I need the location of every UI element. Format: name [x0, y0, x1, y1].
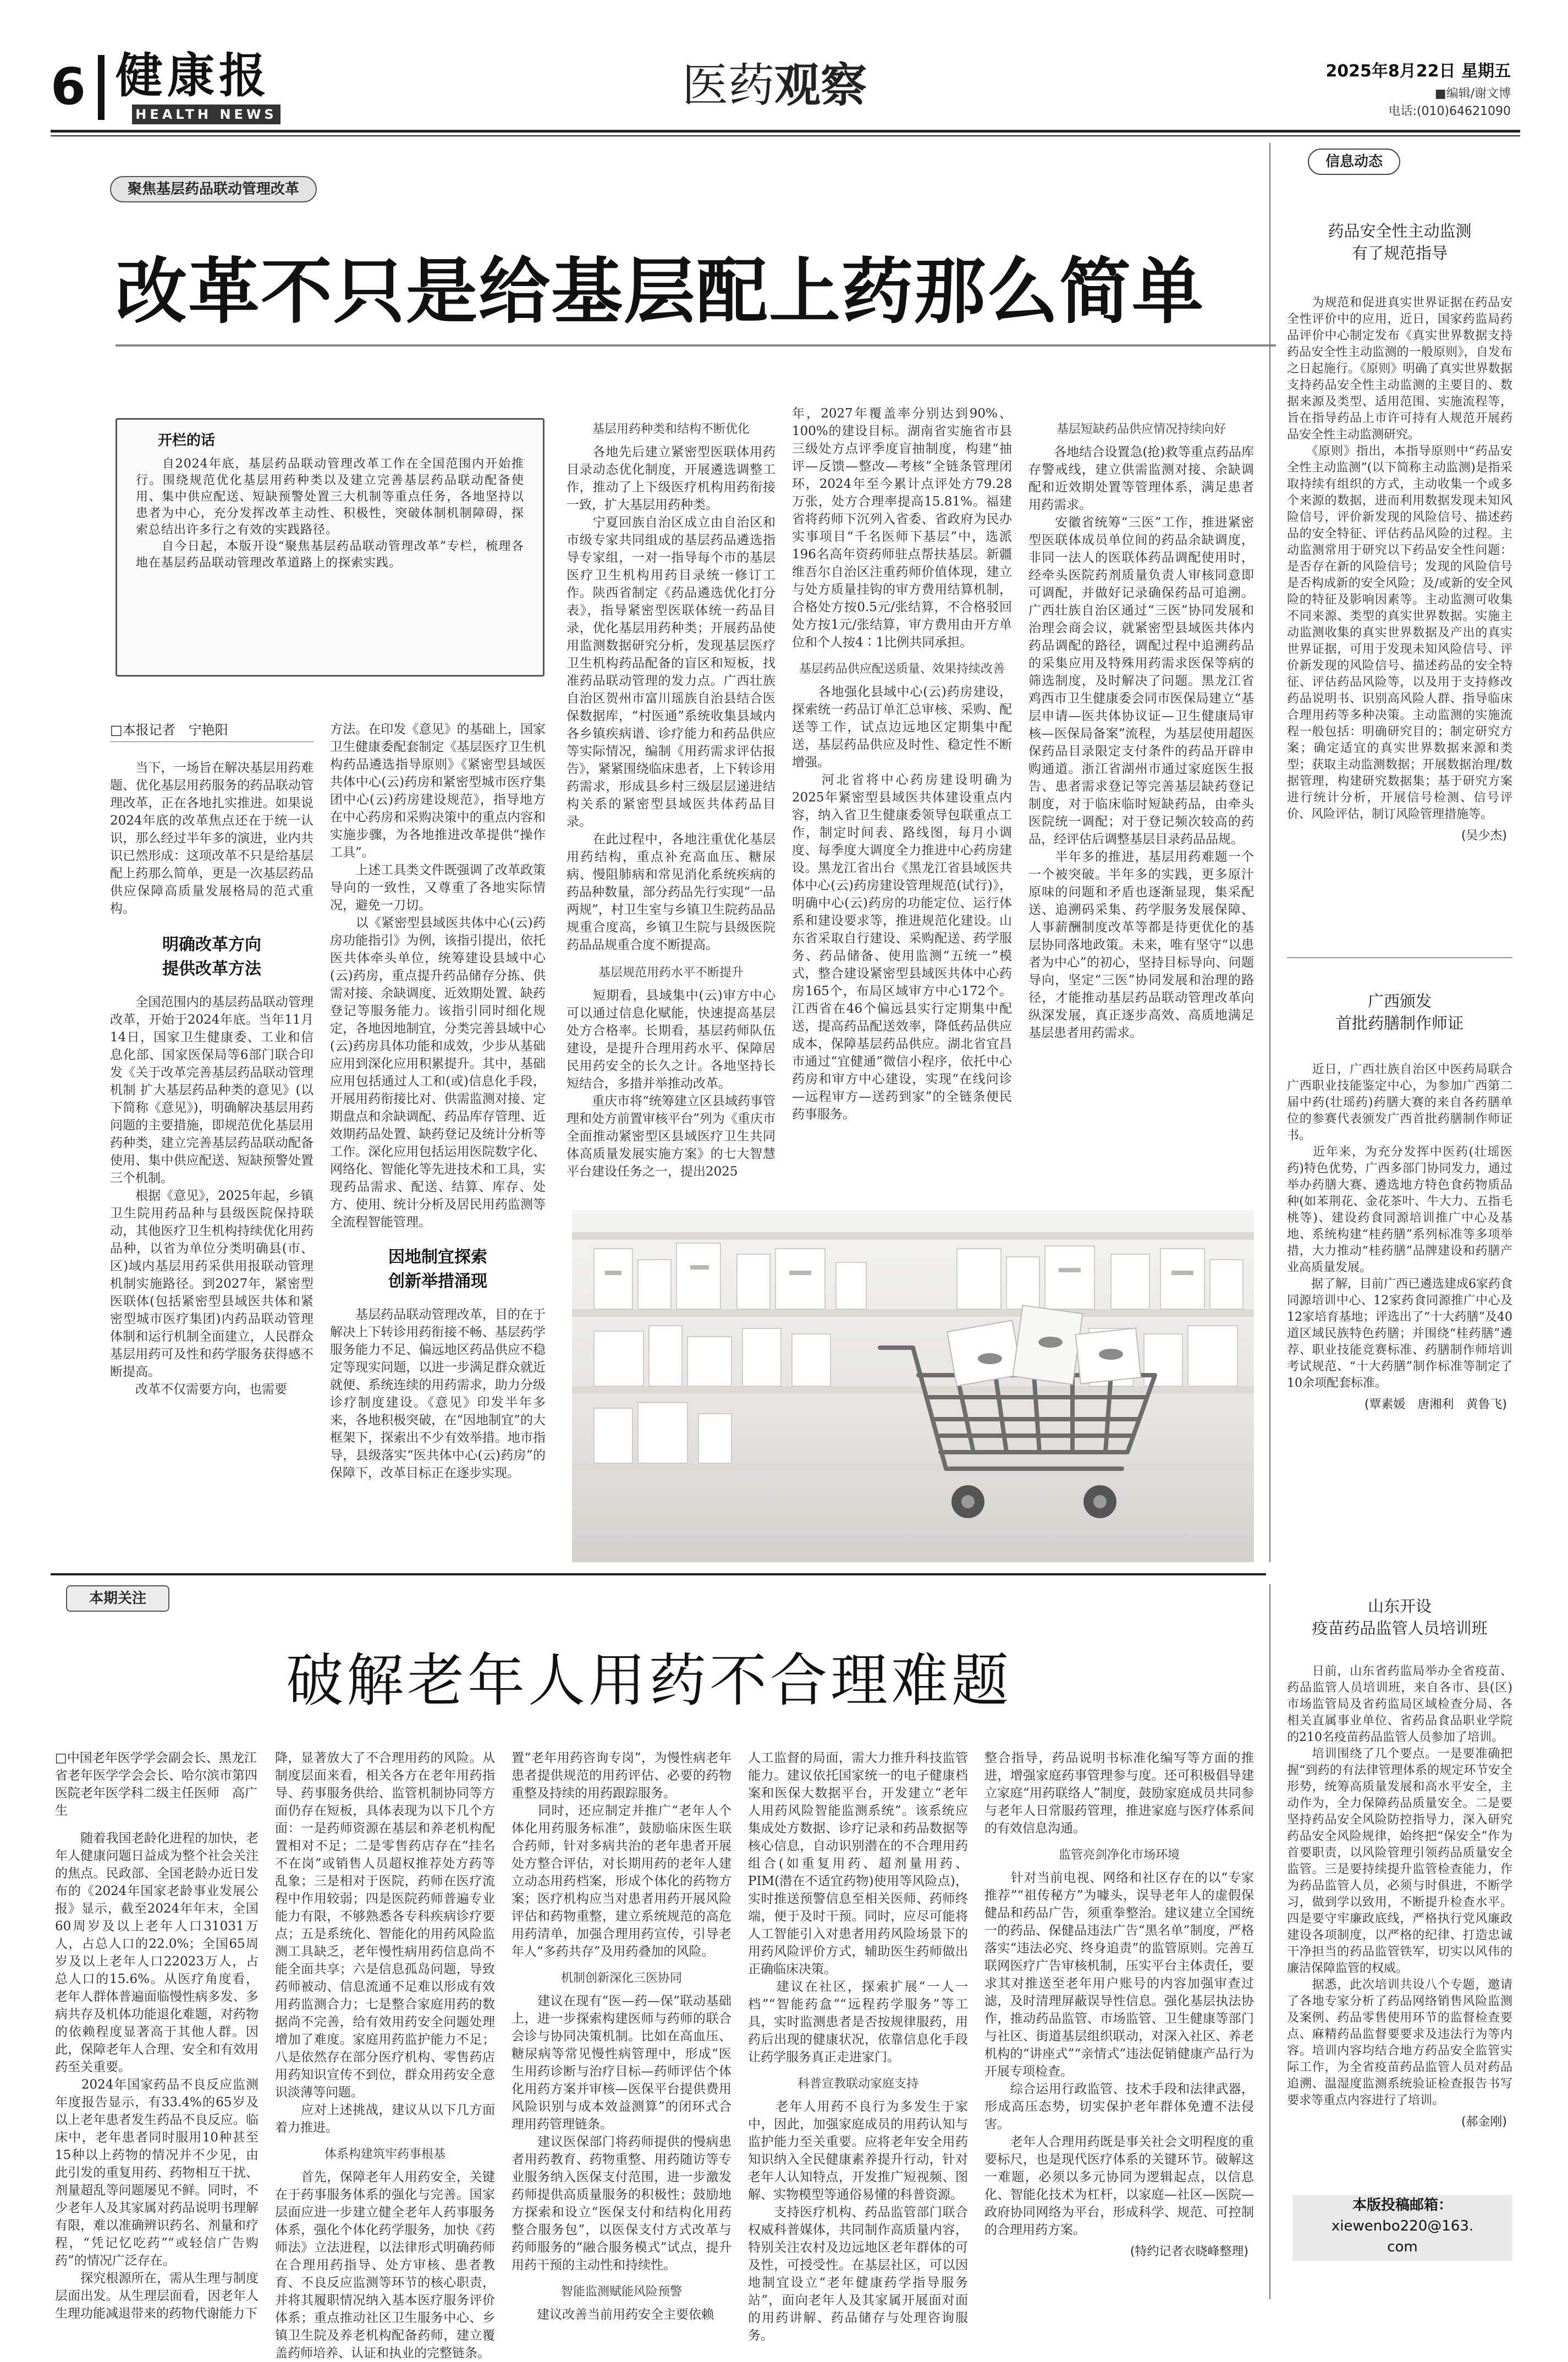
elderly-col-2	[275, 1749, 495, 2360]
reform-subhead-supply: 基层药品供应配送质量、效果持续改善	[799, 662, 1005, 676]
elderly-col-4-text: 人工监督的局面，需大力推升科技监管能力。建议依托国家统一的电子健康档案和医保大数据平台，开发建立“老年人用药风险智能监测系统”。该系统应集成处方数据、诊疗记录和药品数据等核心信息，自动识别潜在的不合理用药组合(如重复用药、超剂量用药、PIM(潜在不适宜药物)使用等风险点)，实时推送预警信息至相关医师、药师终端，便于及时干预。同时，应尽可能将人工智能引入对患者用药风险场景下的用药风险评价方式，辅助医生药师做出正确临床决策。 建议在社区，探索扩展“一人一档”“智能药盒”“远程药学服务”等工具，实时监测患者是否按规律服药，用药后出现的健康状况，依靠信息化手段让药学服务真正走进家门。	[748, 1751, 968, 2064]
sidebar-item-3-sign: (郝金刚)	[1461, 2115, 1507, 2129]
intro-text: 自2024年底，基层药品联动管理改革工作在全国范围内开始推行。围绕规范优化基层用药种类以及建立完善基层药品联动配备使用、集中供应配送、短缺预警处置三大机制等重点任务，各地坚持以患者为中心，充分发挥改革主动性、积极性，突破体制机制障碍，探索总结出许多行之有效的实践路径。 自今日起，本版开设“聚焦基层药品联动管理改革”专栏，梳理各地在基层药品联动管理改革道路上的探索实践。	[136, 457, 524, 570]
reform-col-3	[566, 418, 775, 1199]
sidebar-item-3	[1287, 1595, 1512, 2189]
reform-col-3-text: 各地先后建立紧密型医联体用药目录动态优化制度，开展遴选调整工作，推动了上下级医疗机构用药衔接一致，扩大基层用药种类。 宁夏回族自治区成立由自治区和市级专家共同组成的基层药品遴选指导专家组，一对一指导每个市的基层医疗卫生机构用药目录统一修订工作。陕西省制定《药品遴选优化打分表》，指导紧密型医联体统一药品目录，优化基层用药种类；开展药品使用监测数据研究分析，发现基层医疗卫生机构药品配备的盲区和短板，找准药品联动管理的发力点。广西壮族自治区贺州市富川瑶族自治县结合医保数据库，“村医通”系统收集县域内各乡镇疾病谱、诊疗能力和药品供应等实际情况，编制《用药需求评估报告》，紧紧围绕临床患者，上下转诊用药需求，形成县乡村三级层层递进结构关系的紧密型县域医共体药品目录。 在此过程中，各地注重优化基层用药结构，重点补充高血压、糖尿病、慢阻肺病和常见消化系统疾病的药品种数量，部分药品先行实现“一品两规”，村卫生室与乡镇卫生院药品品规重合度高，乡镇卫生院与县级医院药品品规重合度不断提高。	[566, 445, 775, 952]
submission-box	[1292, 2195, 1512, 2261]
section-title	[682, 55, 867, 116]
elderly-col-3c-text: 建议改善当前用药安全主要依赖	[511, 2308, 714, 2322]
sidebar-item-2	[1287, 990, 1512, 1551]
sidebar-item-2-sign: (覃素媛 唐湘利 黄鲁飞)	[1364, 1398, 1507, 1411]
reform-col-5	[1028, 418, 1254, 1199]
section-title-light: 医药	[682, 58, 775, 112]
intro-label: 开栏的话	[158, 432, 216, 449]
reform-col-5-text: 各地结合设置急(抢)救等重点药品库存警戒线，建立供需监测对接、余缺调配和近效期处置等管理体系，满足患者用药需求。 安徽省统筹“三医”工作，推进紧密型医联体成员单位间的药品余缺调度，非同一法人的医联体药品调配使用时，经牵头医院药剂质量负责人审核同意即可调配，并做好记录确保药品可追溯。广西壮族自治区通过“三医”协同发展和治理会商会议，就紧密型县域医共体内药品调配的路径，调配过程中追溯药品的采集应用及特殊用药需求医保等病的筛选制度，及时解决了问题。黑龙江省鸡西市卫生健康委会同市医保局建立“基层申请—医共体协议证—卫生健康局审核—医保局备案”流程，为基层使用超医保药品目录限定支付条件的药品开辟申购通道。浙江省湖州市通过家庭医生报告、患者需求登记等完善基层缺药登记制度，对于临床临时短缺药品，由牵头医院统一调配；对于登记频次较高的药品，经评估后调整基层目录药品品规。 半年多的推进，基层用药难题一个一个被突破。半年多的实践，更多原汁原味的问题和矛盾也逐渐显现，集采配送、追溯码采集、药学服务发展保障、人事薪酬制度改革等都是待更优化的基层协同落地政策。未来，唯有坚守“以患者为中心”的初心，坚持目标导向、问题导向，坚定“三医”协同发展和治理的路径，才能推动基层药品联动管理改革向纵深发展，真正逐步高效、高质地满足基层患者用药需求。	[1028, 445, 1254, 1040]
elderly-col-1	[55, 1749, 258, 2321]
reform-col-2b-text: 基层药品联动管理改革，目的在于解决上下转诊用药衔接不畅、基层药学服务能力不足、偏远地区药品供应不稳定等现实问题，以进一步满足群众就近就便、系统连续的用药需求，助力分级诊疗制度建设。《意见》印发半年多来，各地积极突破，在“因地制宜”的大框架下，探索出不少有效举措。地市指导，县级落实“医共体中心(云)药房”的保障下，改革目标正在逐步实现。	[330, 1308, 546, 1480]
submission-label: 本版投稿邮箱：	[1352, 2197, 1453, 2213]
sidebar-label-news: 信息动态	[1308, 149, 1400, 175]
elderly-col-5	[984, 1749, 1254, 2305]
masthead-rule	[51, 130, 1520, 133]
elderly-col-1-text: 随着我国老龄化进程的加快，老年人健康问题日益成为整个社会关注的焦点。民政部、全国老龄办近日发布的《2024年国家老龄事业发展公报》显示，截至2024年年末，全国60周岁及以上老年人口31031万人，占总人口的22.0%；全国65周岁及以上老年人口22023万人，占总人口的15.6%。从医疗角度看，老年人群体普遍面临慢性病多发、多病共存及机体功能退化难题，对药物的依赖程度显著高于其他人群。因此，保障老年人合理、安全和有效用药至关重要。 2024年国家药品不良反应监测年度报告显示，有33.4%的65岁及以上老年患者发生药品不良反应。临床中，老年患者同时服用10种甚至15种以上药物的情况并不少见，由此引发的重复用药、药物相互干扰、剂量超乱等问题屡见不鲜。同时，不少老年人及其家属对药品说明书理解有限，难以准确辨识药名、剂量和疗程，“凭记忆吃药”“或轻信广告购药”的情况广泛存在。 探究根源所在，需从生理与制度层面出发。从生理层面看，因老年人生理功能减退带来的药物代谢能力下	[55, 1831, 258, 2321]
elderly-col-2b-text: 首先，保障老年人用药安全，关键在于药事服务体系的强化与完善。国家层面应进一步建立健全老年人药事服务体系，强化个体化药学服务，加快《药师法》立法进程，以法律形式明确药师在合理用药指导、处方审核、患者教育、不良反应监测等环节的核心职责，并将其履职情况纳入基本医疗服务评价体系；重点推动社区卫生服务中心、乡镇卫生院及养老机构配备药师，建立覆盖药师培养、认证和执业的完整链条。	[275, 2170, 495, 2360]
sidebar-item-1-sign: (吴少杰)	[1461, 829, 1507, 843]
sidebar-item-2-title: 广西颁发 首批药膳制作师证	[1335, 992, 1464, 1032]
elderly-reporter: (特约记者衣晓峰整理)	[1130, 2245, 1248, 2259]
sidebar-item-1-text: 为规范和促进真实世界证据在药品安全性评价中的应用，近日，国家药监局药品评价中心制定发布《真实世界数据支持药品安全性主动监测的一般原则》，自发布之日起施行。《原则》明确了真实世界数据支持药品安全性主动监测的主要目的、数据来源及类型、适用范围、实施流程等，旨在指导药品上市许可持有人规范开展药品安全性主动监测研究。 《原则》指出，本指导原则中“药品安全性主动监测”(以下简称主动监测)是指采取持续有组织的方式，主动收集一个或多个来源的数据，进而利用数据发现未知风险信号，评价新发现的风险信号、描述药品的安全特征、评估药品风险的过程。主动监测常用于研究以下药品安全性问题：是否存在新的风险信号；发现的风险信号是否构成新的安全风险；及/或新的安全风险的特征及影响因素等。主动监测可收集不同来源、类型的真实世界数据。实施主动监测收集的真实世界数据及产出的真实世界证据，可用于发现未知风险信号、评价新发现的风险信号、描述药品的安全特征、评估药品风险等，以及用于支持修改药品说明书、识别高风险人群、指导临床合理用药等多种决策。主动监测的实施流程一般包括：明确研究目的；制定研究方案；确定适宜的真实世界数据来源和类型；获取主动监测数据；开展数据治理/数据管理，构建研究数据集；基于研究方案进行统计分析，开展信号检测、信号评价、风险评估，制订风险管理措施等。	[1287, 296, 1512, 821]
elderly-col-2-text: 降，显著放大了不合理用药的风险。从制度层面来看，相关各方在老年用药指导、药事服务供给、监管机制协同等方面仍存在短板，具体表现为以下几个方面：一是药师资源在基层和养老机构配置相对不足；二是零售药店存在“挂名不在岗”或销售人员超权推荐处方药等乱象；三是相对于医院，药师在医疗流程中作用较弱；四是医院药师普遍专业能力有限，不够熟悉各专科疾病诊疗要点；五是系统化、智能化的用药风险监测工具缺乏，老年慢性病用药信息尚不能全面共享；六是信息孤岛问题，导致药师被动、信息流通不足难以形成有效用药监测合力；七是整合家庭用药的数据尚不完善，给有效用药安全问题处理增加了难度。家庭用药监护能力不足；八是依然存在部分医疗机构、零售药店用药知识宣传不到位，群众用药安全意识淡薄等问题。 应对上述挑战，建议从以下几方面着力推进。	[275, 1751, 495, 2135]
page-number: 6	[51, 57, 86, 116]
paper-logo: 健康报	[115, 48, 271, 103]
sidebar-item-2-text: 近日，广西壮族自治区中医药局联合广西职业技能鉴定中心，为参加广西第二届中药(壮瑶药)药膳大赛的来自各药膳单位的参赛代表颁发广西首批药膳制作师证书。 近年来，为充分发挥中医药(壮瑶医药)特色优势，广西多部门协同发力，通过举办药膳大赛、遴选地方特色食药物质品种(如苯荆花、金花茶叶、牛大力、五指毛桃等)、建设药食同源培训推广中心及基地、系统构建“桂药膳”系列标准等多项举措，大力推动“桂药膳”品牌建设和药膳产业高质量发展。 据了解，目前广西已遴选建成6家药食同源培训中心、12家药食同源推广中心及12家培育基地；评选出了“十大药膳”及40道区域民族特色药膳；并围绕“桂药膳”遴荐、职业技能竞赛标准、药膳制作师培训考试规范、“十大药膳”制作标准等制定了10余项配套标准。	[1287, 1063, 1512, 1390]
elderly-subhead-education: 科普宣教联动家庭支持	[797, 2077, 918, 2091]
sidebar-item-1	[1287, 220, 1512, 946]
sidebar-separator-1	[1287, 957, 1512, 958]
elderly-subhead-regulation: 监管亮剑净化市场环境	[1058, 1848, 1180, 1862]
section-title-bold: 观察	[774, 58, 867, 112]
byline-text: □本报记者 宁艳阳	[110, 722, 228, 738]
headline-shadow-rule	[115, 344, 1276, 347]
paper-logo-en: HEALTH NEWS	[132, 105, 280, 124]
reform-col-4-text: 年，2027年覆盖率分别达到90%、100%的建设目标。湖南省实施省市县三级处方点评季度盲抽制度，构建“抽评—反馈—整改—考核”全链条管理闭环，2024年至今累计点评处方79.28万张，处方合理率提高15.81%。福建省将药师下沉列入省委、省政府为民办实事项目“千名医师下基层”中，选派196名高年资药师驻点帮扶基层。新疆维吾尔自治区注重药师价值体现，建立与处方质量挂钩的审方费用结算机制，合格处方按0.5元/张结算，不合格驳回处方按1元/张结算，审方费用由开方单位和个人按4∶1比例共同承担。	[792, 407, 1012, 650]
pharmacy-photo	[572, 1210, 1254, 1562]
reform-col-1-text: 当下，一场旨在解决基层用药难题、优化基层用药服务的药品联动管理改革，正在各地扎实推进。如果说2024年底的改革焦点还在于统一认识，那么经过半年多的演进，业内共识已然形成：这项改革不只是给基层配上药那么简单，更是一次基层药品供应保障高质量发展格局的范式重构。	[110, 761, 313, 916]
elderly-subhead-system: 体系构建筑牢药事根基	[324, 2147, 445, 2161]
sidebar-divider-lower	[1269, 1584, 1270, 2299]
elderly-col-4	[748, 1749, 968, 2343]
byline	[110, 721, 313, 742]
reform-subhead-shortage: 基层短缺药品供应情况持续向好	[1056, 422, 1226, 436]
reform-col-1b-text: 全国范围内的基层药品联动管理改革，开始于2024年底。当年11月14日，国家卫生健康委、工业和信息化部、国家医保局等6部门联合印发《关于改革完善基层药品联动管理机制 扩大基层药品种类的意见》(以下简称《意见》)，明确解决基层用药问题的主要措施，即规范优化基层用药种类，建立完善基层药品联动配备使用、集中供应配送、短缺预警处置三个机制。 根据《意见》，2025年起，乡镇卫生院用药品种与县级医院保持联动，其他医疗卫生机构持续优化用药品种，以省为单位分类明确县(市、区)域内基层用药采供用报联动管理机制实施路径。到2027年，紧密型医联体(包括紧密型县域医共体和紧密型城市医疗集团)内药品联动管理体制和运行机制全面建立，人民群众基层用药可及性和药学服务获得感不断提高。 改革不仅需要方向，也需要	[110, 995, 313, 1397]
column-tag-reform: 聚焦基层药品联动管理改革	[110, 176, 317, 202]
reform-col-2-text: 方法。在印发《意见》的基础上，国家卫生健康委配套制定《基层医疗卫生机构药品遴选指导原则》《紧密型县域医共体中心(云)药房和紧密型城市医疗集团中心(云)药房建设规范》，指导地方在中心药房和采购决策中的重点内容和实施步骤，为各地推进改革提供“操作工具”。 上述工具类文件既强调了改革政策导向的一致性，又尊重了各地实际情况，避免一刀切。 以《紧密型县域医共体中心(云)药房功能指引》为例，该指引提出，依托医共体牵头单位，统筹建设县域中心(云)药房，重点提升药品储存分拣、供需对接、余缺调度、近效期处置、缺药登记等服务能力。该指引同时细化规定，各地因地制宜，分类完善县域中心(云)药房具体功能和成效，少步从基础应用到深化应用积累提升。其中，基础应用包括通过人工和(或)信息化手段，开展用药衔接比对、供需监测对接、定期盘点和余缺调配、药品库存管理、近效期药品处置、缺药登记及统计分析等工作。深化应用包括运用医院数字化、网络化、智能化等先进技术和工具，实现药品需求、配送、结算、库存、处方、使用、统计分析及居民用药监测等全流程智能管理。	[330, 722, 546, 1229]
reform-subhead-direction: 明确改革方向 提供改革方法	[162, 935, 261, 979]
intro-box	[115, 418, 544, 677]
sidebar-item-3-text: 日前，山东省药监局举办全省疫苗、药品监管人员培训班，来自各市、县(区)市场监管局及省药监局区域检查分局、各相关直属事业单位、省药品食品职业学院的210名疫苗药品监管人员参加了培训。 培训围绕了几个要点。一是要准确把握“到药的有法律管理体系的规定环节安全形势，统筹高质量发展和高水平安全，主动作为，全力保障药品质量安全。二是要坚持药品安全风险防控指导力，深入研究药品安全风险规律，始终把“保安全”作为首要职责，以风险管理引领药品质量安全监管。三是要持续提升监管检查能力，作为药品监管人员，必须与时俱进，不断学习，做到学以致用，不断提升检查水平。四是要守牢廉政底线，严格执行党风廉政建设各项制度，以严格的纪律、打造忠诚干净担当的药品监管铁军，切实以风伟的廉洁保障监管的权威。 据悉，此次培训共设八个专题，邀请了各地专家分析了药品网络销售风险监测及案例、药品零售使用环节的监督检查要点、麻精药品监督要要求及违法行为等内容。培训内容均结合地方药品安全监管实际工作，为全省疫苗药品监管人员对药品追溯、温湿度监测系统验证检查报告书写要求等重点内容进行了培训。	[1287, 1665, 1512, 2107]
elderly-col-5b-text: 针对当前电视、网络和社区存在的以“专家推荐”“祖传秘方”为噱头，误导老年人的虚假保健品和药品广告，须重拳整治。建议建立全国统一的药品、保健品违法广告“黑名单”制度，严格落实“违法必究、终身追责”的监管原则。完善互联网医疗广告审核机制，压实平台主体责任，要求其对推送至老年用户账号的内容加强审查过滤，及时清理屏蔽误导性信息。强化基层执法协作，推动药品监管、市场监管、卫生健康等部门与社区、街道基层组织联动，对深入社区、养老机构的“讲座式”“亲情式”违法促销健康产品行为开展专项检查。 综合运用行政监管、技术手段和法律武器，形成高压态势，切实保护老年群体免遭不法侵害。 老年人合理用药既是事关社会文明程度的重要标尺，也是现代医疗体系的关键环节。破解这一难题，必须以多元协同为逻辑起点，以信息化、智能化技术为杠杆，以家庭—社区—医院—政府协同网络为平台，形成科学、规范、可控制的合理用药方案。	[984, 1871, 1254, 2237]
section-divider	[51, 1573, 1266, 1575]
editor-credit: ■编辑/谢文博	[1434, 87, 1511, 101]
elderly-subhead-monitoring: 智能监测赋能风险预警	[560, 2285, 682, 2299]
sidebar-divider	[1269, 143, 1270, 1562]
contact-phone: 电话:(010)64621090	[1388, 105, 1511, 118]
page-number-divider	[98, 55, 104, 120]
reform-subhead-innovation: 因地制宜探索 创新举措涌现	[388, 1248, 487, 1291]
sidebar-item-3-title: 山东开设 疫苗药品监管人员培训班	[1312, 1597, 1488, 1638]
headline-elderly-medication: 破解老年人用药不合理难题	[285, 1647, 1012, 1714]
column-tag-focus: 本期关注	[66, 1585, 169, 1612]
reform-col-3b-text: 短期看，县域集中(云)审方中心可以通过信息化赋能，快速提高基层处方合格率。长期看，基层药师队伍建设，是提升合理用药水平、保障居民用药安全的长久之计。各地坚持长短结合，多措并举推动改革。 重庆市将“统筹建立区县域药事管理和处方前置审核平台”列为《重庆市全面推动紧密型区县域医疗卫生共同体高质量发展实施方案》的七大智慧平台建设任务之一，提出2025	[566, 988, 775, 1179]
elderly-col-3-text: 置“老年用药咨询专岗”，为慢性病老年患者提供规范的用药评估、必要的药物重整及持续的用药跟踪服务。 同时，还应制定并推广“老年人个体化用药服务标准”，鼓励临床医生联合药师，针对多病共治的老年患者开展处方整合评估，对长期用药的老年人建立动态用药档案，形成个体化的药物方案；医疗机构应当对患者用药开展风险评估和药物重整，建立系统规范的高危用药清单，加强合理用药宣传，引导老年人“多药共存”及用药叠加的风险。	[511, 1751, 731, 1959]
sidebar-item-1-title: 药品安全性主动监测 有了规范指导	[1328, 222, 1472, 262]
elderly-col-4b-text: 老年人用药不良行为多发生于家中，因此，加强家庭成员的用药认知与监护能力至关重要。应将老年安全用药知识纳入全民健康素养提升行动，针对老年人认知特点，开发推广短视频、图解、实物模型等通俗易懂的科普资源。 支持医疗机构、药品监管部门联合权威科普媒体，共同制作高质量内容，特别关注农村及边远地区老年群体的可及性，可授受性。在基层社区，可以因地制宜设立“老年健康药学指导服务站”，面向老年人及其家属开展面对面的用药讲解、药品储存与处理咨询服务。	[748, 2100, 968, 2343]
reform-subhead-rational-use: 基层规范用药水平不断提升	[598, 966, 744, 980]
reform-col-4b-text: 各地强化县域中心(云)药房建设，探索统一药品订单汇总审核、采购、配送等工作，试点边远地区定期集中配送，基层药品供应及时性、稳定性不断增强。 河北省将中心药房建设明确为2025年紧密型县域医共体建设重点内容，纳入省卫生健康委领导包联重点工作，制定时间表、路线图，每月小调度、每季度大调度全力推进中心药房建设。黑龙江省出台《黑龙江省县域医共体中心(云)药房建设管理规范(试行)》，明确中心(云)药房的功能定位、运行体系和建设要求等，推进规范化建设。山东省采取自行建设、采购配送、药学服务、药品储备、使用监测“五统一”模式，整合建设紧密型县域医共体中心药房165个，布局区域审方中心172个。江西省在46个偏远县实行定期集中配送，提高药品配送效率，降低药品供应成本，保障基层药品供应。湖北省宜昌市通过“宜健通”微信小程序，依托中心药房和审方中心建设，实现“在线问诊—远程审方—送药到家”的全链条便民药事服务。	[792, 685, 1012, 1122]
elderly-subhead-mechanism: 机制创新深化三医协同	[560, 1971, 682, 1985]
elderly-author: □中国老年医学学会副会长、黑龙江省老年医学学会会长、哈尔滨市第四医院老年医学科二级主任医师 高广生	[55, 1751, 257, 1818]
headline-reform: 改革不只是给基层配上药那么简单	[115, 250, 1205, 333]
reform-col-4	[792, 405, 1012, 1199]
submission-email[interactable]: xiewenbo220@163. com	[1331, 2218, 1474, 2255]
reform-col-1	[110, 759, 313, 1562]
masthead-rule-thin	[51, 135, 1520, 136]
pharmacy-shelves-illustration	[572, 1210, 1254, 1562]
elderly-col-3b-text: 建议在现有“医—药—保”联动基础上，进一步探索构建医师与药师的联合会诊与协同决策机制。比如在高血压、糖尿病等常见慢性病管理中，形成“医生用药诊断与治疗目标—药师评估个体化用药方案并审核—医保平台提供费用风险识别与成本效益测算”的闭环式合理用药管理链条。 建议医保部门将药师提供的慢病患者用药教育、药物重整、用药随访等专业服务纳入医保支付范围，进一步激发药师提供高质量服务的积极性；鼓励地方探索和设立“医保支付和结构化用药整合服务包”，以医保支付方式改革与药师服务的“融合服务模式”试点，提升用药干预的主动性和持续性。	[511, 1994, 731, 2272]
reform-subhead-varieties: 基层用药种类和结构不断优化	[592, 422, 750, 436]
elderly-col-5-text: 整合指导，药品说明书标准化编写等方面的推进，增强家庭药事管理参与度。还可积极倡导建立家庭“用药联络人”制度，鼓励家庭成员共同参与老年人日常服药管理，推进家庭与医疗体系间的有效信息沟通。	[984, 1751, 1254, 1836]
reform-col-2	[330, 721, 546, 1562]
issue-date: 2025年8月22日 星期五	[1325, 62, 1511, 81]
elderly-col-3	[511, 1749, 731, 2322]
